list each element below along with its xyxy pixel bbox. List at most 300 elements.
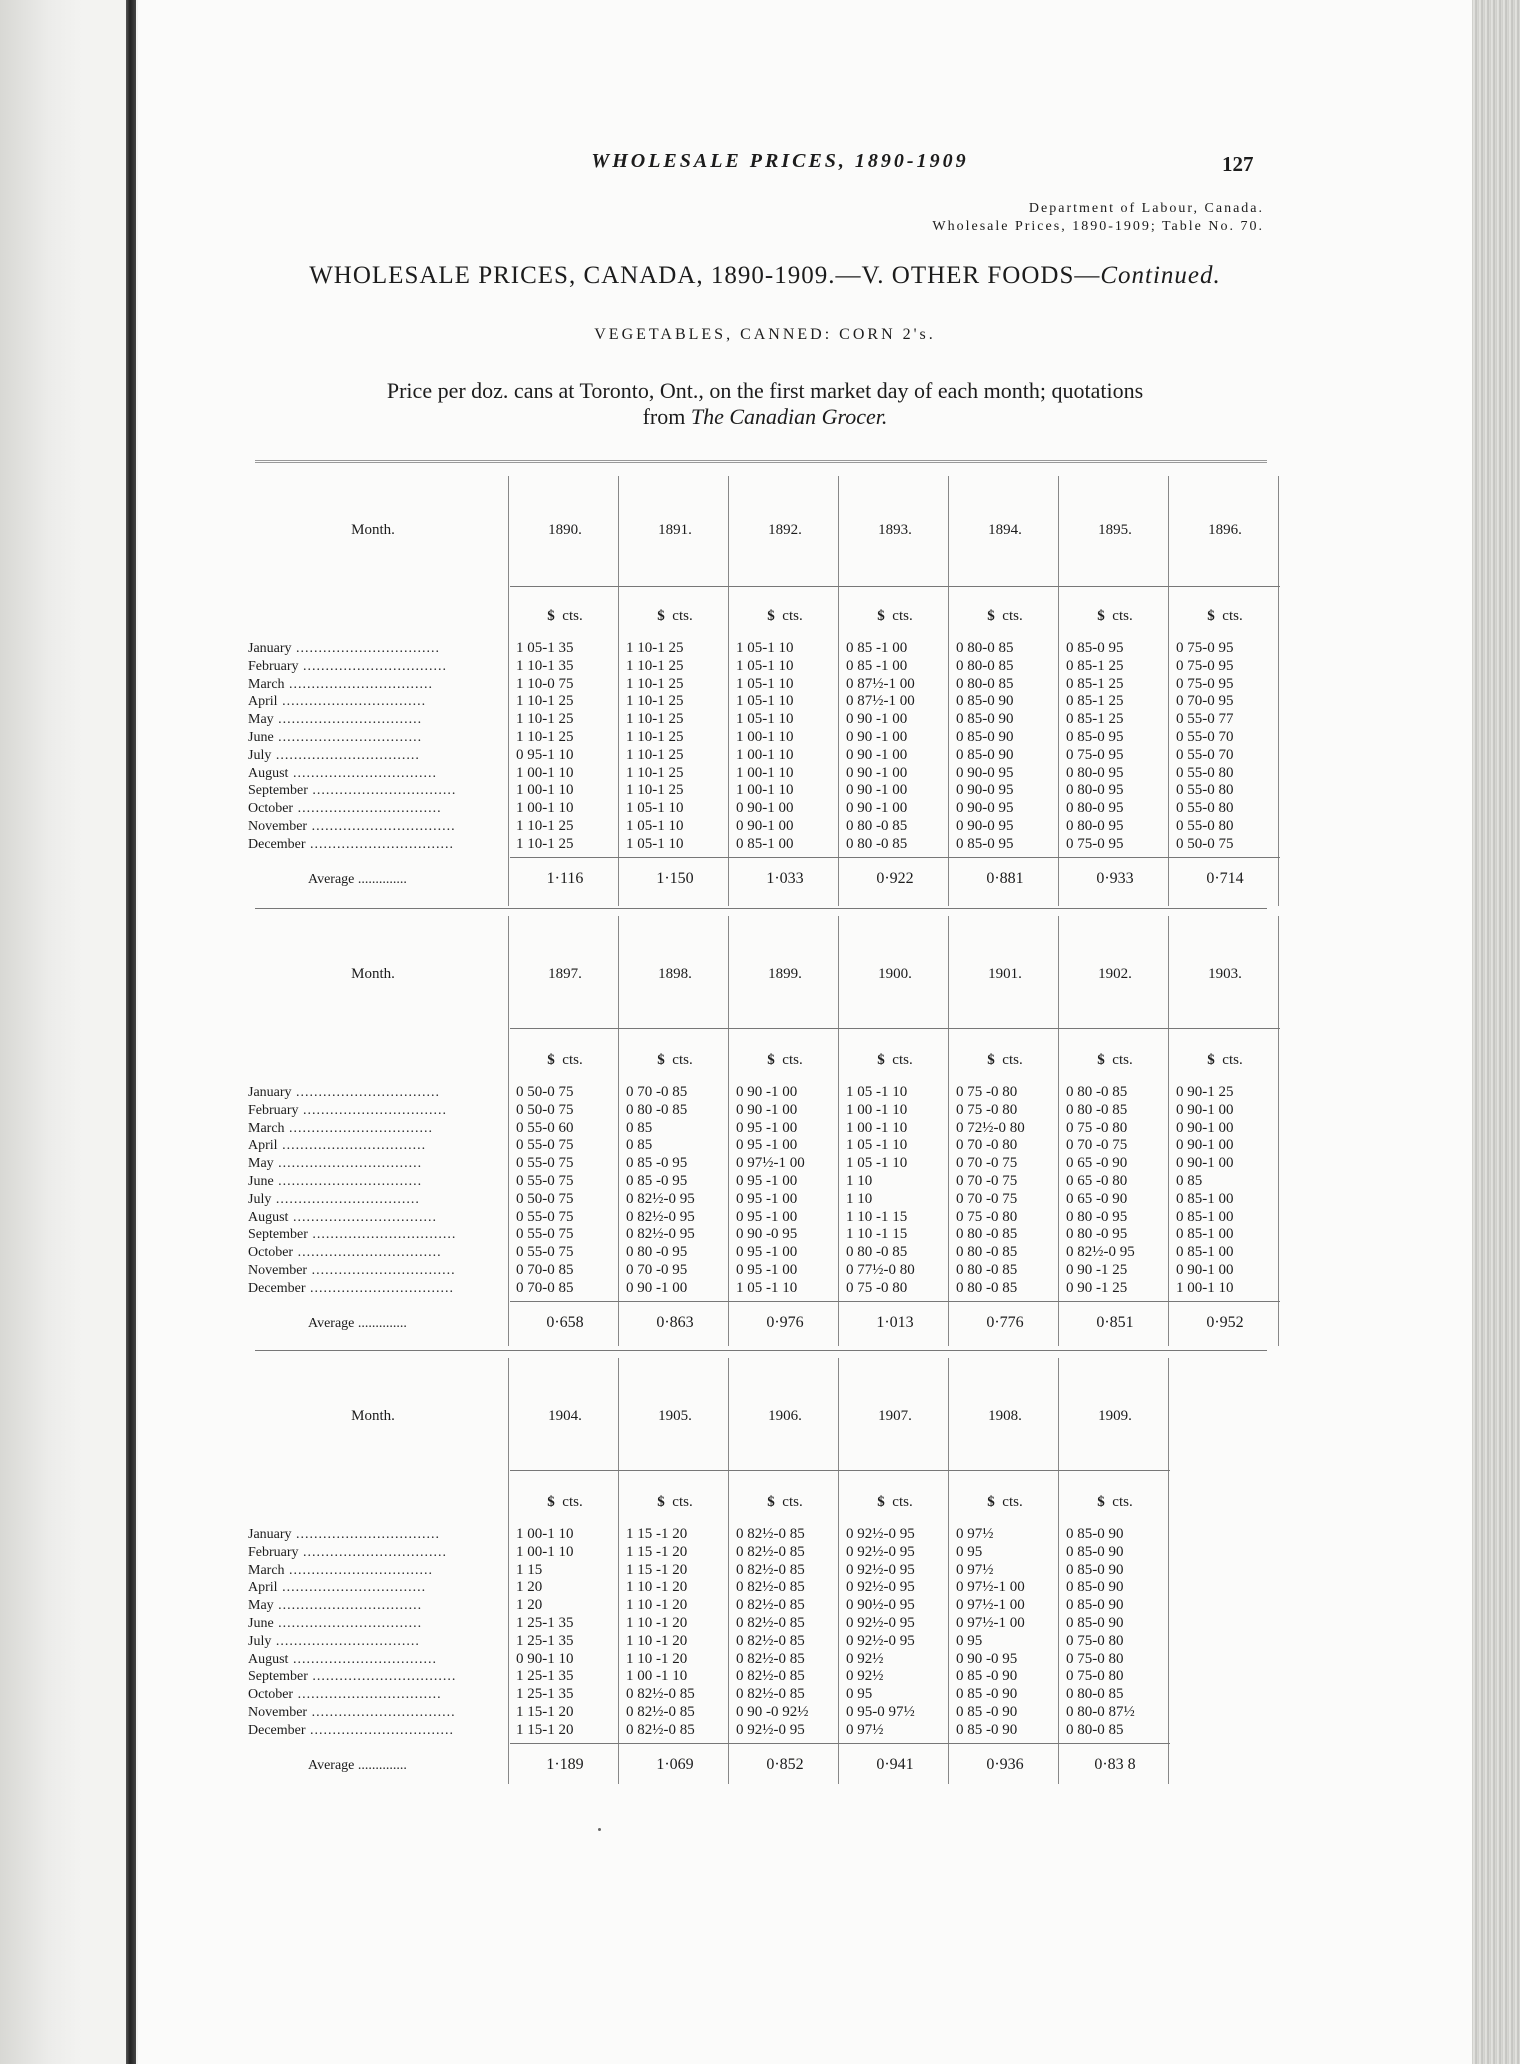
price-cell: 1 00 -1 10 — [846, 1119, 908, 1136]
year-header: 1899. — [768, 966, 802, 982]
price-cell: 1 10-1 25 — [626, 782, 684, 799]
price-cell: 0 82½-0 85 — [736, 1526, 805, 1542]
price-cell: 1 15-1 20 — [516, 1703, 574, 1720]
month-label: March ..... — [248, 676, 498, 694]
price-cell: 0 55-0 75 — [516, 1244, 574, 1261]
price-cell: 0 85-0 90 — [1066, 1561, 1124, 1578]
price-cell: 0 80 -0 85 — [846, 835, 908, 852]
price-cell: 0 55-0 75 — [516, 1208, 574, 1225]
price-cell: 0 70 -0 95 — [626, 1261, 688, 1278]
price-cell: 0 85-0 90 — [956, 711, 1014, 728]
price-cell: 1 10-1 25 — [626, 675, 684, 692]
price-cell: 0 90 -1 00 — [846, 764, 908, 781]
price-cell: 0 82½-0 85 — [736, 1597, 805, 1614]
month-label: October ..... — [248, 1244, 498, 1262]
price-cell: 0 85-0 90 — [1066, 1597, 1124, 1614]
price-column — [1066, 1084, 1168, 1298]
price-cell: 0 75-0 95 — [1176, 675, 1234, 692]
average-value: 1·189 — [546, 1756, 584, 1773]
price-cell: 0 95 — [956, 1632, 983, 1649]
running-title: WHOLESALE PRICES, 1890-1909 — [591, 150, 969, 172]
price-cell: 0 82½-0 85 — [626, 1686, 695, 1703]
price-cell: 1 05 -1 10 — [846, 1155, 908, 1172]
price-column — [1066, 640, 1168, 854]
price-cell: 0 82½-0 85 — [736, 1579, 805, 1596]
price-cell: 0 50-0 75 — [516, 1101, 574, 1118]
price-cell: 1 10-1 25 — [626, 640, 684, 656]
cents-unit: cts. — [1112, 1052, 1133, 1068]
dollar-unit: $ — [657, 1052, 665, 1068]
price-cell: 0 75 -0 80 — [956, 1208, 1018, 1225]
price-cell: 1 10 -1 20 — [626, 1614, 688, 1631]
average-value: 0·863 — [656, 1314, 694, 1331]
price-cell: 0 80 -0 95 — [1066, 1226, 1128, 1243]
price-cell: 0 82½-0 95 — [626, 1226, 695, 1243]
column-rule — [1168, 476, 1169, 906]
price-cell: 0 90 -0 92½ — [736, 1703, 809, 1720]
price-cell: 0 82½-0 85 — [736, 1668, 805, 1685]
month-label: January ..... — [248, 1084, 498, 1102]
unit-header — [620, 1494, 730, 1511]
year-header: 1906. — [768, 1408, 802, 1424]
year-header: 1898. — [658, 966, 692, 982]
price-cell: 1 10-1 25 — [516, 693, 574, 710]
price-cell: 0 75-0 95 — [1066, 835, 1124, 852]
month-label: June ..... — [248, 1615, 498, 1633]
price-column — [846, 1526, 948, 1740]
price-cell: 0 85 -0 90 — [956, 1721, 1018, 1738]
table-description — [200, 378, 1330, 430]
price-cell: 1 10 -1 15 — [846, 1226, 908, 1243]
unit-header — [620, 608, 730, 625]
average-value: 0·714 — [1206, 870, 1244, 887]
price-cell: 0 65 -0 80 — [1066, 1172, 1128, 1189]
price-cell: 1 20 — [516, 1597, 543, 1614]
price-cell: 0 90-1 10 — [516, 1650, 574, 1667]
price-cell: 0 70-0 85 — [516, 1261, 574, 1278]
average-value: 0·933 — [1096, 870, 1134, 887]
price-cell: 1 05-1 10 — [626, 800, 684, 817]
price-cell: 0 85-0 90 — [956, 728, 1014, 745]
price-column — [846, 640, 948, 854]
price-cell: 0 55-0 60 — [516, 1119, 574, 1136]
price-cell: 1 05-1 10 — [736, 657, 794, 674]
cents-unit: cts. — [1222, 1052, 1243, 1068]
average-value: 0·881 — [986, 870, 1024, 887]
price-column — [956, 640, 1058, 854]
month-label: November ..... — [248, 818, 498, 836]
price-cell: 0 92½-0 95 — [846, 1543, 915, 1560]
dollar-unit: $ — [767, 1052, 775, 1068]
dollar-unit: $ — [547, 1052, 555, 1068]
average-value: 0·852 — [766, 1756, 804, 1773]
price-cell: 0 90-1 25 — [1176, 1084, 1234, 1100]
price-cell: 0 75-0 95 — [1176, 640, 1234, 656]
price-cell: 0 80-0 95 — [1066, 782, 1124, 799]
price-cell: 1 10 -1 20 — [626, 1650, 688, 1667]
price-cell: 0 85-1 00 — [736, 835, 794, 852]
month-label: May ..... — [248, 1155, 498, 1173]
header-rule — [510, 1470, 1170, 1471]
price-cell: 0 80-0 85 — [1066, 1721, 1124, 1738]
price-cell: 0 85 -0 90 — [956, 1703, 1018, 1720]
description-line-2: from The Canadian Grocer. — [642, 404, 888, 429]
commodity-subtitle: VEGETABLES, CANNED: CORN 2's. — [594, 326, 936, 343]
price-cell: 0 82½-0 85 — [736, 1686, 805, 1703]
year-header: 1900. — [878, 966, 912, 982]
price-cell: 0 95 -1 00 — [736, 1119, 798, 1136]
price-cell: 0 70 -0 75 — [956, 1190, 1018, 1207]
month-label: September ..... — [248, 1668, 498, 1686]
binding-spine — [126, 0, 136, 2064]
price-cell: 1 15 -1 20 — [626, 1526, 688, 1542]
price-cell: 0 85-1 25 — [1066, 657, 1124, 674]
cents-unit: cts. — [1002, 1052, 1023, 1068]
price-cell: 1 25-1 35 — [516, 1614, 574, 1631]
price-cell: 0 80 -0 85 — [1066, 1084, 1128, 1100]
price-cell: 0 90-1 00 — [1176, 1155, 1234, 1172]
price-cell: 1 00-1 10 — [516, 800, 574, 817]
month-label: July ..... — [248, 747, 498, 765]
price-cell: 1 00-1 10 — [516, 1543, 574, 1560]
price-cell: 0 85-0 95 — [1066, 728, 1124, 745]
price-cell: 0 90-0 95 — [956, 800, 1014, 817]
dollar-unit: $ — [1097, 1494, 1105, 1510]
month-label: March ..... — [248, 1120, 498, 1138]
month-label: May ..... — [248, 1597, 498, 1615]
year-header: 1891. — [658, 522, 692, 538]
average-value: 0·952 — [1206, 1314, 1244, 1331]
price-cell: 0 85 — [1176, 1172, 1203, 1189]
price-cell: 1 10-1 25 — [516, 728, 574, 745]
price-cell: 1 10 -1 15 — [846, 1208, 908, 1225]
price-column — [736, 640, 838, 854]
price-cell: 1 15 -1 20 — [626, 1543, 688, 1560]
price-cell: 1 00-1 10 — [516, 782, 574, 799]
price-cell: 0 90-1 00 — [1176, 1261, 1234, 1278]
price-cell: 0 75-0 80 — [1066, 1650, 1124, 1667]
left-page-edge — [0, 0, 82, 2064]
price-cell: 0 65 -0 90 — [1066, 1155, 1128, 1172]
price-cell: 1 10-1 25 — [626, 764, 684, 781]
price-cell: 1 25-1 35 — [516, 1632, 574, 1649]
price-cell: 0 85-1 25 — [1066, 711, 1124, 728]
price-cell: 0 92½ — [846, 1650, 884, 1667]
price-cell: 1 10-0 75 — [516, 675, 574, 692]
price-cell: 1 05 -1 10 — [736, 1279, 798, 1296]
price-cell: 1 00 -1 10 — [846, 1101, 908, 1118]
price-cell: 0 85-1 00 — [1176, 1226, 1234, 1243]
price-cell: 0 97½ — [846, 1721, 884, 1738]
price-cell: 0 80 -0 85 — [626, 1101, 688, 1118]
price-cell: 0 85-0 90 — [1066, 1614, 1124, 1631]
price-cell: 0 55-0 70 — [1176, 728, 1234, 745]
price-cell: 1 05-1 10 — [736, 640, 794, 656]
price-column — [736, 1526, 838, 1740]
price-cell: 0 75 -0 80 — [1066, 1119, 1128, 1136]
price-cell: 0 50-0 75 — [516, 1084, 574, 1100]
price-cell: 1 25-1 35 — [516, 1686, 574, 1703]
price-cell: 0 95 -1 00 — [736, 1137, 798, 1154]
unit-header — [840, 1494, 950, 1511]
table-title — [200, 262, 1330, 290]
month-label: November ..... — [248, 1262, 498, 1280]
price-cell: 0 80 -0 85 — [956, 1279, 1018, 1296]
price-cell: 0 85 — [626, 1137, 653, 1154]
block-separator-rule — [255, 1350, 1267, 1351]
price-cell: 0 80 -0 85 — [956, 1261, 1018, 1278]
dollar-unit: $ — [987, 608, 995, 624]
price-cell: 0 65 -0 90 — [1066, 1190, 1128, 1207]
year-header: 1897. — [548, 966, 582, 982]
price-cell: 1 00-1 10 — [516, 1526, 574, 1542]
average-value: 0·936 — [986, 1756, 1024, 1773]
price-column — [1176, 640, 1278, 854]
unit-header — [510, 608, 620, 625]
year-header: 1901. — [988, 966, 1022, 982]
price-cell: 0 90 -0 95 — [736, 1226, 798, 1243]
month-label: August ..... — [248, 1209, 498, 1227]
print-speck — [598, 1828, 601, 1831]
price-cell: 1 05-1 10 — [626, 835, 684, 852]
price-cell: 1 10 -1 20 — [626, 1579, 688, 1596]
price-cell: 0 55-0 80 — [1176, 817, 1234, 834]
cents-unit: cts. — [562, 1052, 583, 1068]
month-label: May ..... — [248, 711, 498, 729]
price-cell: 0 90 -1 25 — [1066, 1279, 1128, 1296]
dollar-unit: $ — [1097, 1052, 1105, 1068]
price-cell: 0 82½-0 85 — [736, 1632, 805, 1649]
price-cell: 0 97½ — [956, 1561, 994, 1578]
price-cell: 1 10-1 25 — [626, 728, 684, 745]
month-label: December ..... — [248, 1280, 498, 1298]
month-label: December ..... — [248, 1722, 498, 1740]
unit-header — [510, 1494, 620, 1511]
price-cell: 0 85-0 95 — [956, 835, 1014, 852]
price-cell: 0 90 -1 00 — [736, 1084, 798, 1100]
average-value: 0·83 8 — [1094, 1756, 1136, 1773]
page-sheet — [138, 0, 1472, 2064]
year-header: 1893. — [878, 522, 912, 538]
price-cell: 0 92½-0 95 — [846, 1579, 915, 1596]
price-cell: 0 92½-0 95 — [736, 1721, 805, 1738]
month-label: August ..... — [248, 765, 498, 783]
price-cell: 0 82½-0 95 — [1066, 1244, 1135, 1261]
average-value: 1·013 — [876, 1314, 914, 1331]
price-cell: 0 55-0 75 — [516, 1137, 574, 1154]
price-cell: 0 90½-0 95 — [846, 1597, 915, 1614]
year-header: 1895. — [1098, 522, 1132, 538]
price-cell: 0 70-0 85 — [516, 1279, 574, 1296]
price-cell: 0 85-0 90 — [956, 693, 1014, 710]
header-rule — [510, 586, 1280, 587]
price-cell: 0 55-0 80 — [1176, 782, 1234, 799]
price-cell: 0 85 -1 00 — [846, 657, 908, 674]
average-value: 1·033 — [766, 870, 804, 887]
month-label: March ..... — [248, 1562, 498, 1580]
price-cell: 1 10-1 25 — [626, 711, 684, 728]
price-cell: 0 95-0 97½ — [846, 1703, 915, 1720]
price-cell: 0 70 -0 75 — [956, 1155, 1018, 1172]
price-cell: 1 20 — [516, 1579, 543, 1596]
price-cell: 0 80-0 85 — [956, 657, 1014, 674]
price-cell: 0 92½-0 95 — [846, 1561, 915, 1578]
department-reference — [932, 200, 1264, 236]
price-cell: 1 00-1 10 — [516, 764, 574, 781]
cents-unit: cts. — [782, 1052, 803, 1068]
average-value: 0·941 — [876, 1756, 914, 1773]
table-top-rule — [255, 460, 1267, 463]
cents-unit: cts. — [1112, 1494, 1133, 1510]
month-label: August ..... — [248, 1651, 498, 1669]
price-cell: 0 90-1 00 — [1176, 1119, 1234, 1136]
cents-unit: cts. — [562, 1494, 583, 1510]
price-cell: 1 05 -1 10 — [846, 1084, 908, 1100]
price-cell: 0 80 -0 85 — [956, 1244, 1018, 1261]
price-cell: 0 82½-0 85 — [736, 1650, 805, 1667]
price-cell: 0 85-0 95 — [1066, 640, 1124, 656]
price-cell: 0 80 -0 95 — [1066, 1208, 1128, 1225]
price-cell: 0 75-0 80 — [1066, 1668, 1124, 1685]
price-cell: 0 80-0 85 — [1066, 1686, 1124, 1703]
price-cell: 0 80 -0 85 — [846, 817, 908, 834]
price-cell: 0 75-0 95 — [1066, 746, 1124, 763]
price-cell: 0 97½-1 00 — [956, 1597, 1025, 1614]
price-cell: 0 92½-0 95 — [846, 1526, 915, 1542]
month-label: September ..... — [248, 1226, 498, 1244]
price-cell: 1 00-1 10 — [736, 746, 794, 763]
price-cell: 0 90 -1 25 — [1066, 1261, 1128, 1278]
price-cell: 1 10-1 25 — [626, 657, 684, 674]
price-cell: 0 87½-1 00 — [846, 693, 915, 710]
column-rule — [508, 916, 509, 1346]
year-header: 1892. — [768, 522, 802, 538]
month-column-header: Month. — [351, 966, 395, 982]
year-header: 1894. — [988, 522, 1022, 538]
price-cell: 0 70-0 95 — [1176, 693, 1234, 710]
column-rule — [838, 476, 839, 906]
average-value: 1·116 — [546, 870, 584, 887]
price-cell: 0 75 -0 80 — [956, 1084, 1018, 1100]
description-source: The Canadian Grocer. — [690, 404, 888, 429]
price-cell: 0 80 -0 85 — [846, 1244, 908, 1261]
dept-line-2: Wholesale Prices, 1890-1909; Table No. 70. — [932, 219, 1264, 234]
price-column — [626, 1084, 728, 1298]
cents-unit: cts. — [782, 1494, 803, 1510]
price-cell: 1 00-1 10 — [736, 728, 794, 745]
price-cell: 0 80-0 95 — [1066, 764, 1124, 781]
cents-unit: cts. — [1002, 1494, 1023, 1510]
dollar-unit: $ — [1207, 608, 1215, 624]
price-cell: 1 00-1 10 — [1176, 1279, 1234, 1296]
price-cell: 0 82½-0 85 — [736, 1561, 805, 1578]
dollar-unit: $ — [767, 1494, 775, 1510]
price-cell: 0 82½-0 95 — [626, 1190, 695, 1207]
price-cell: 0 90 -1 00 — [846, 800, 908, 817]
cents-unit: cts. — [782, 608, 803, 624]
month-label: April ..... — [248, 1579, 498, 1597]
unit-header — [1170, 608, 1280, 625]
price-cell: 0 80 -0 85 — [956, 1226, 1018, 1243]
price-cell: 0 77½-0 80 — [846, 1261, 915, 1278]
price-column — [516, 1526, 618, 1740]
cents-unit: cts. — [892, 1494, 913, 1510]
average-rule — [510, 857, 1280, 858]
year-header: 1904. — [548, 1408, 582, 1424]
unit-header — [950, 1494, 1060, 1511]
dollar-unit: $ — [767, 608, 775, 624]
unit-header — [1060, 608, 1170, 625]
table-title-main: WHOLESALE PRICES, CANADA, 1890-1909.—V. OTHER FOODS— — [309, 262, 1101, 289]
price-cell: 1 10-1 35 — [516, 657, 574, 674]
price-column — [956, 1526, 1058, 1740]
month-label: July ..... — [248, 1633, 498, 1651]
price-cell: 1 15 -1 20 — [626, 1561, 688, 1578]
month-label: February ..... — [248, 1102, 498, 1120]
month-label: October ..... — [248, 1686, 498, 1704]
price-cell: 0 95 -1 00 — [736, 1261, 798, 1278]
dollar-unit: $ — [1207, 1052, 1215, 1068]
year-header: 1905. — [658, 1408, 692, 1424]
month-labels — [248, 1526, 498, 1740]
month-label: July ..... — [248, 1191, 498, 1209]
month-label: April ..... — [248, 1137, 498, 1155]
price-column — [626, 640, 728, 854]
block-separator-rule — [255, 908, 1267, 909]
price-cell: 0 90-0 95 — [956, 764, 1014, 781]
price-cell: 0 85-0 90 — [1066, 1526, 1124, 1542]
price-cell: 0 97½ — [956, 1526, 994, 1542]
unit-header — [1060, 1052, 1170, 1069]
average-label: Average ..... — [308, 1316, 407, 1332]
column-rule — [508, 1358, 509, 1784]
column-rule — [948, 476, 949, 906]
price-cell: 0 82½-0 85 — [736, 1614, 805, 1631]
price-cell: 0 90-0 95 — [956, 817, 1014, 834]
price-cell: 0 82½-0 85 — [626, 1721, 695, 1738]
dollar-unit: $ — [547, 608, 555, 624]
price-cell: 0 90-1 00 — [1176, 1101, 1234, 1118]
average-value: 0·922 — [876, 870, 914, 887]
price-cell: 1 10 — [846, 1190, 873, 1207]
price-cell: 0 85-0 90 — [1066, 1579, 1124, 1596]
price-cell: 1 10 — [846, 1172, 873, 1189]
unit-header — [1060, 1494, 1170, 1511]
column-rule — [508, 476, 509, 906]
price-cell: 0 92½ — [846, 1668, 884, 1685]
year-header: 1909. — [1098, 1408, 1132, 1424]
unit-header — [510, 1052, 620, 1069]
price-cell: 0 85 -1 00 — [846, 640, 908, 656]
cents-unit: cts. — [1112, 608, 1133, 624]
price-cell: 0 97½-1 00 — [736, 1155, 805, 1172]
price-cell: 0 85 -0 90 — [956, 1668, 1018, 1685]
price-cell: 0 72½-0 80 — [956, 1119, 1025, 1136]
unit-header — [730, 1052, 840, 1069]
price-cell: 0 50-0 75 — [1176, 835, 1234, 852]
price-column — [1176, 1084, 1278, 1298]
dollar-unit: $ — [877, 608, 885, 624]
price-cell: 0 55-0 75 — [516, 1172, 574, 1189]
price-cell: 0 85-1 25 — [1066, 693, 1124, 710]
price-cell: 0 55-0 80 — [1176, 764, 1234, 781]
cents-unit: cts. — [672, 1052, 693, 1068]
price-cell: 0 92½-0 95 — [846, 1614, 915, 1631]
price-column — [1066, 1526, 1168, 1740]
price-cell: 0 75 -0 80 — [846, 1279, 908, 1296]
average-rule — [510, 1301, 1280, 1302]
average-value: 0·658 — [546, 1314, 584, 1331]
